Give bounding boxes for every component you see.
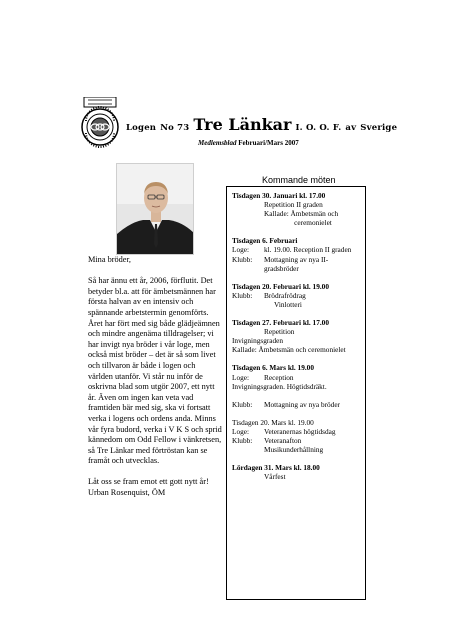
schedule-box	[226, 186, 366, 600]
event-row	[232, 291, 362, 300]
portrait-photo	[116, 163, 194, 255]
event-date: Tisdagen 20. Mars kl. 19.00	[232, 417, 314, 427]
article-signature: Urban Rosenquist, ÖM	[88, 488, 166, 498]
masthead-order: I. O. O. F.	[295, 123, 342, 133]
event-text: kl. 19.00. Reception II graden	[264, 245, 352, 255]
masthead-logen: Logen	[126, 123, 157, 133]
event-label: Klubb:	[232, 435, 253, 445]
event-line: ceremonielet	[294, 218, 332, 228]
event-row	[232, 400, 362, 409]
event-text: Veteranafton Musikunderhållning	[264, 435, 324, 455]
event-text: Mottagning av nya bröder	[264, 399, 340, 409]
event-line: Invigningsgraden	[232, 336, 284, 346]
issue-subtitle	[198, 139, 299, 147]
lodge-seal-icon	[80, 97, 120, 151]
event-label: Klubb:	[232, 399, 253, 409]
event-line: Vinlotteri	[274, 299, 302, 309]
editorial-article	[88, 255, 222, 509]
event-item	[232, 363, 362, 408]
event-row	[232, 436, 362, 454]
event-row	[232, 373, 362, 382]
event-label: Loge:	[232, 372, 250, 382]
event-label: Klubb:	[232, 254, 253, 264]
article-greeting: Mina bröder,	[88, 255, 131, 264]
event-row	[232, 245, 362, 254]
event-text: Brödrafrödrag	[264, 290, 306, 300]
event-row	[232, 427, 362, 436]
event-date: Tisdagen 6. Mars kl. 19.00	[232, 363, 314, 373]
event-line: Kallade: Ämbetsmän och ceremonielet	[232, 345, 346, 355]
event-line: Invigningsgraden. Högtidsdräkt.	[232, 381, 327, 391]
event-date: Tisdagen 30. Januari kl. 17.00	[232, 191, 326, 200]
masthead-title	[126, 115, 398, 135]
event-text: Veteranernas högtidsdag	[264, 426, 336, 436]
article-closing: Låt oss se fram emot ett gott nytt år!	[88, 477, 209, 487]
event-row	[232, 255, 362, 273]
event-item	[232, 463, 362, 481]
event-line: Repetition II graden	[264, 200, 323, 210]
event-item	[232, 191, 362, 227]
event-date: Tisdagen 20. Februari kl. 19.00	[232, 281, 329, 291]
event-item	[232, 318, 362, 354]
subtitle-label: Medlemsblad	[198, 139, 237, 147]
event-date: Tisdagen 27. Februari kl. 17.00	[232, 318, 329, 328]
event-text: Reception	[264, 372, 294, 382]
event-line: Kallade: Ämbetsmän och	[264, 209, 339, 219]
schedule-heading: Kommande möten	[262, 175, 336, 185]
masthead-country: Sverige	[360, 123, 398, 133]
event-text: Mottagning av nya II-gradsbröder	[264, 254, 329, 273]
masthead-number: No 73	[160, 123, 190, 133]
event-item	[232, 236, 362, 272]
event-label: Klubb:	[232, 290, 253, 300]
event-label: Loge:	[232, 245, 250, 255]
masthead-av: av	[345, 123, 357, 133]
event-line: Vårfest	[264, 472, 286, 482]
event-label: Loge:	[232, 426, 250, 436]
article-body: Så har ännu ett år, 2006, förflutit. Det betyder bl.a. att för ämbetsmännen har första halvan av en intensiv och spännande arbetstermin genomförts. Året har fört med sig både glädjeämnen och mindre angenäma tilldragelser; vi har invigt nya bröder i vår loge, men också mist bröder – det är så som livet och tillvaron är både i logen och världen utanför. Vi står nu inför de oskrivna blad som utgör 2007, ett nytt år. Även om ingen kan veta vad framtiden bär med sig, ska vi fortsatt verka i logens och ordens anda. Minns vår fyra budord, verka i V K S och sprid kännedom om Odd Fellow i vänkretsen, så Tre Länkar med förtröstan kan se framåt och utvecklas.	[88, 276, 222, 466]
event-date: Lördagen 31. Mars kl. 18.00	[232, 463, 320, 473]
event-item	[232, 282, 362, 309]
subtitle-date: Februari/Mars 2007	[238, 139, 299, 147]
event-date: Tisdagen 6. Februari	[232, 236, 298, 246]
masthead-name: Tre Länkar	[193, 115, 292, 134]
event-spacer	[232, 391, 362, 400]
event-item	[232, 418, 362, 454]
event-line: Repetition	[264, 327, 295, 337]
